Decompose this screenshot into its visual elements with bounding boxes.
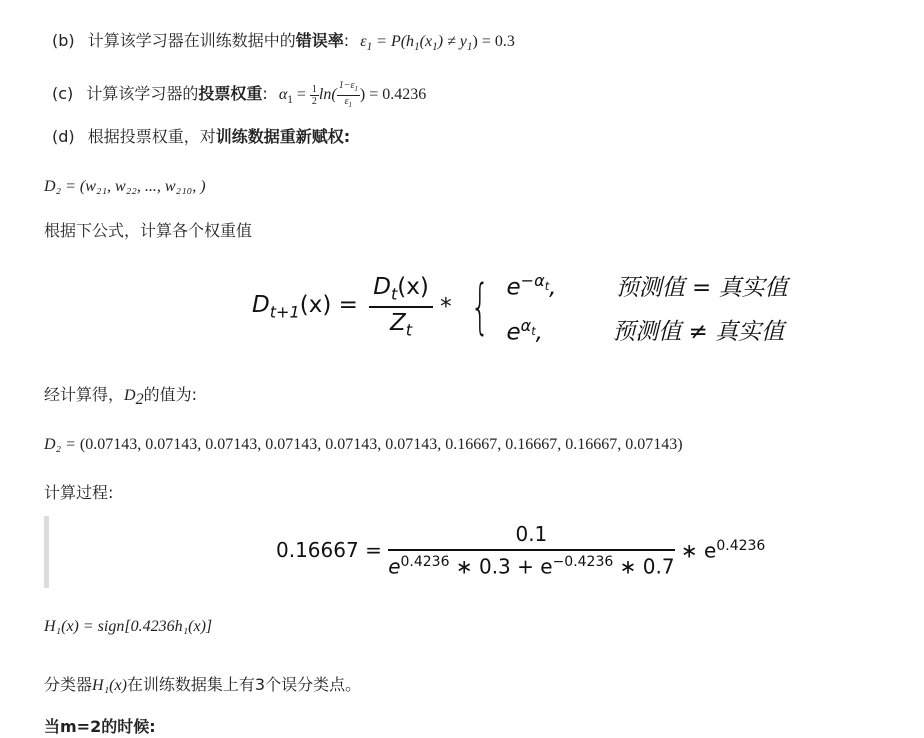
formula-part: ) ≠ y [437, 33, 467, 50]
formula-intro: 根据下公式，计算各个权重值 [44, 221, 253, 240]
case1-comma: , [549, 274, 557, 301]
item-c-label: (c) [52, 84, 74, 104]
item-b-line [52, 28, 515, 53]
num-d: D [373, 274, 391, 301]
calculation-formula [276, 522, 765, 579]
case2-condition: 预测值 ≠ 真实值 [612, 319, 785, 346]
case1-sub: t [544, 280, 550, 294]
den-mid: ∗ 0.3 + e [449, 554, 553, 579]
formula-part: ) = 0.4236 [359, 86, 427, 104]
item-c-colon: : [262, 84, 268, 104]
fraction-numerator [369, 274, 433, 308]
calc-fraction [388, 522, 674, 579]
lhs-arg: (x) = [299, 291, 358, 318]
epsilon-symbol: ε [360, 33, 367, 50]
d2-values-line [44, 436, 683, 454]
classifier-line [44, 672, 361, 695]
item-b-text: 计算该学习器在训练数据中的 [87, 31, 296, 50]
d2-definition: D₂ = (w₂₁, w₂₂, ..., w₂₁₀, ) [44, 178, 206, 195]
alpha-symbol: α [278, 86, 288, 104]
case1-condition: 预测值 = 真实值 [615, 274, 788, 301]
vote-weight-formula: $\alpha_1$ = $\frac{1}{2}$ ln( $\frac{1-\varepsilon_1}{\varepsilon_1}$ ) = 0.4236 [278, 80, 427, 109]
case2-e: e [506, 319, 521, 346]
formula-part: = [292, 86, 310, 104]
lhs-sub: t+1 [269, 302, 300, 322]
frac-num: $1-\varepsilon_1$ [337, 80, 360, 96]
ln-text: ln( [318, 86, 337, 104]
den-e1: e [388, 554, 401, 579]
calc-times-exp: 0.4236 [716, 538, 766, 554]
intro-text-c: 的值为: [143, 385, 197, 404]
item-c-bold: 投票权重 [198, 84, 263, 104]
den-z: Z [389, 309, 406, 336]
case2-sub: t [531, 324, 536, 338]
den-sub: t [405, 320, 413, 340]
frac-den: 2 [311, 96, 317, 107]
formula-part: = P(h [372, 33, 415, 50]
intro-text-a: 经计算得， [44, 385, 125, 404]
half-fraction [310, 84, 319, 107]
item-b-label: (b) [52, 31, 75, 50]
item-b-bold: 错误率 [295, 31, 344, 50]
frac-num: 1 [311, 84, 317, 95]
update-fraction [369, 274, 433, 339]
left-brace: { [470, 271, 490, 342]
calc-lhs: 0.16667 = [276, 538, 382, 563]
classifier-text-b: 在训练数据集上有3个误分类点。 [126, 675, 362, 694]
den-end: ∗ 0.7 [613, 554, 675, 579]
case-2 [506, 307, 787, 352]
case2-exp: α [520, 315, 532, 335]
classifier-h: H₁(x) [92, 677, 127, 694]
intro-d: D [124, 387, 136, 404]
case1-exp: −α [520, 271, 545, 290]
item-d-bold: 训练数据重新赋权: [215, 127, 351, 146]
weight-update-formula [252, 262, 788, 346]
item-c-line [52, 80, 426, 111]
error-rate-formula: $\varepsilon_1 = P(h_1(x_1) \ne y_1) = 0.3$ [360, 33, 515, 54]
item-c-text: 计算该学习器的 [86, 84, 199, 104]
calc-denominator [388, 551, 674, 579]
den-e2-exp: −0.4236 [552, 554, 614, 570]
case2-comma: , [535, 319, 543, 346]
item-d-line [52, 124, 350, 147]
calc-multiplier [681, 538, 765, 563]
fraction-denominator [369, 308, 433, 340]
m2-heading: 当m=2的时候: [44, 717, 156, 736]
calc-times: ∗ e [680, 538, 717, 563]
num-sub: t [390, 284, 398, 304]
classifier-text-a: 分类器 [44, 675, 93, 694]
den-e1-exp: 0.4236 [400, 554, 450, 570]
frac-num-text: 1−ε [338, 80, 355, 91]
frac-den: $\varepsilon_1$ [344, 96, 353, 109]
calc-numerator: 0.1 [388, 522, 674, 551]
blockquote-bar [44, 516, 49, 588]
cases-block [506, 262, 787, 351]
item-d-label: (d) [52, 127, 75, 146]
case1-e: e [506, 274, 521, 301]
inner-fraction [337, 80, 360, 111]
formula-part: ) = 0.3 [472, 33, 515, 50]
d2-values: (0.07143, 0.07143, 0.07143, 0.07143, 0.07143, 0.07143, 0.16667, 0.16667, 0.16667, 0.07143) [79, 436, 683, 453]
item-d-text: 根据投票权重，对 [87, 127, 216, 146]
times-sign: * [440, 293, 452, 320]
h1-formula: H₁(x) = sign[0.4236h₁(x)] [44, 618, 213, 635]
case-1 [506, 262, 787, 307]
frac-den-text: ε [344, 96, 349, 107]
calc-intro: 计算过程: [44, 483, 114, 502]
num-arg: (x) [397, 274, 429, 301]
d2-values-label: D₂ = [44, 436, 80, 453]
formula-lhs [252, 292, 358, 322]
item-b-colon: : [343, 31, 350, 50]
d2-result-intro: 经计算得，$D_2$的值为: [44, 385, 197, 409]
lhs-d: D [252, 291, 270, 318]
